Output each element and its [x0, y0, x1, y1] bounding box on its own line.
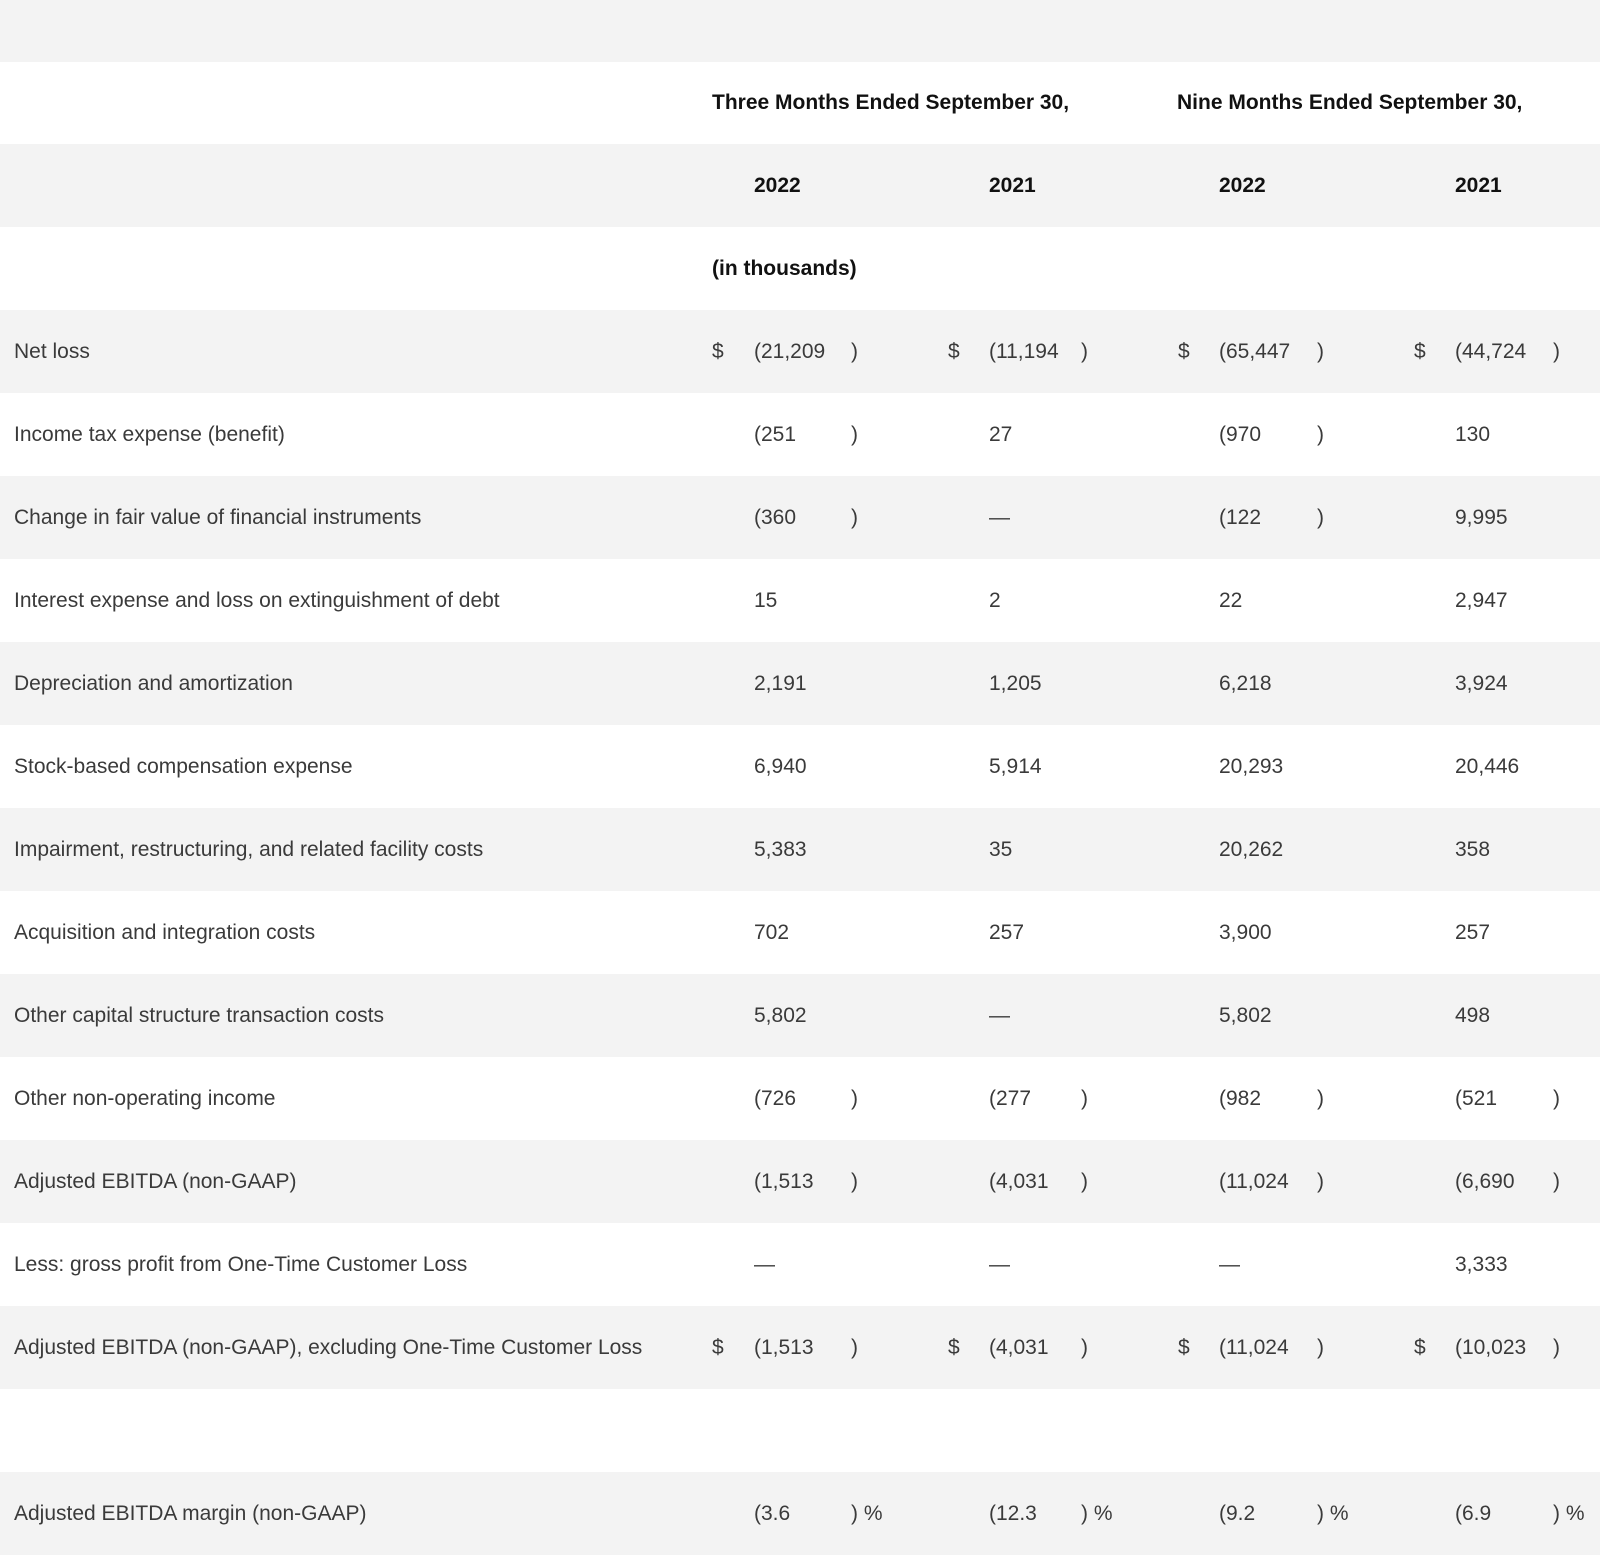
closing-paren: )	[1081, 1169, 1088, 1193]
cell-value: (726	[754, 1086, 797, 1110]
cell-value: (21,209	[754, 339, 826, 363]
row-label: Change in fair value of financial instruments	[14, 505, 422, 529]
table-row	[0, 974, 1600, 1057]
cell-value: (65,447	[1219, 339, 1291, 363]
currency-symbol: $	[712, 1335, 724, 1359]
closing-paren: )	[851, 1335, 858, 1359]
cell-value: 6,218	[1219, 671, 1272, 695]
cell-value: 3,333	[1455, 1252, 1508, 1276]
row-label: Income tax expense (benefit)	[14, 422, 285, 446]
closing-paren: )	[851, 1086, 858, 1110]
table-row	[0, 476, 1600, 559]
cell-value: (11,024	[1219, 1335, 1289, 1359]
row-label: Acquisition and integration costs	[14, 920, 316, 944]
cell-value: 15	[754, 588, 778, 612]
cell-value: (10,023	[1455, 1335, 1527, 1359]
table-row	[0, 393, 1600, 476]
table-row	[0, 1306, 1600, 1389]
currency-symbol: $	[1178, 1335, 1190, 1359]
closing-paren: )	[1317, 1335, 1324, 1359]
cell-value: 5,914	[989, 754, 1042, 778]
cell-value: 5,802	[1219, 1003, 1272, 1027]
header-nine-months: Nine Months Ended September 30,	[1177, 91, 1523, 114]
closing-paren: )	[1317, 505, 1324, 529]
units-label: (in thousands)	[712, 256, 857, 280]
cell-value: 35	[989, 837, 1013, 861]
table-row	[0, 891, 1600, 974]
closing-paren: )	[1553, 1169, 1560, 1193]
cell-value: —	[1219, 1252, 1240, 1276]
cell-value: (4,031	[989, 1169, 1049, 1193]
currency-symbol: $	[1178, 339, 1190, 363]
row-label: Other capital structure transaction costs	[14, 1003, 384, 1027]
table-row	[0, 310, 1600, 393]
cell-value: (6.9	[1455, 1501, 1492, 1525]
cell-value: 130	[1455, 422, 1491, 446]
table-row	[0, 1472, 1600, 1555]
period-header-row	[0, 62, 1600, 144]
cell-value: 2	[989, 588, 1001, 612]
closing-paren: )	[1553, 339, 1560, 363]
cell-value: 257	[989, 920, 1025, 944]
closing-paren: )	[851, 339, 858, 363]
cell-value: (521	[1455, 1086, 1498, 1110]
closing-paren: )	[1553, 1335, 1560, 1359]
row-label: Adjusted EBITDA (non-GAAP), excluding One-Time Customer Loss	[14, 1335, 643, 1359]
currency-symbol: $	[1414, 1335, 1426, 1359]
table-row	[0, 1389, 1600, 1472]
cell-value: (982	[1219, 1086, 1262, 1110]
cell-value: (122	[1219, 505, 1262, 529]
cell-value: 5,383	[754, 837, 807, 861]
row-label: Interest expense and loss on extinguishment of debt	[14, 588, 500, 612]
currency-symbol: $	[1414, 339, 1426, 363]
cell-value: (9.2	[1219, 1501, 1256, 1525]
row-label: Other non-operating income	[14, 1086, 276, 1110]
row-label: Net loss	[14, 339, 90, 363]
cell-value: (1,513	[754, 1169, 814, 1193]
cell-value: (251	[754, 422, 797, 446]
cell-value: 27	[989, 422, 1013, 446]
closing-paren: ) %	[851, 1501, 883, 1525]
currency-symbol: $	[712, 339, 724, 363]
cell-value: 257	[1455, 920, 1491, 944]
table-row	[0, 1140, 1600, 1223]
cell-value: —	[989, 1252, 1010, 1276]
row-label: Adjusted EBITDA margin (non-GAAP)	[14, 1501, 367, 1525]
cell-value: (4,031	[989, 1335, 1049, 1359]
cell-value: (970	[1219, 422, 1262, 446]
closing-paren: )	[1317, 1169, 1324, 1193]
cell-value: 9,995	[1455, 505, 1508, 529]
year-header: 2021	[1455, 173, 1502, 197]
closing-paren: )	[1317, 1086, 1324, 1110]
cell-value: 3,900	[1219, 920, 1272, 944]
table-row	[0, 559, 1600, 642]
header-three-months: Three Months Ended September 30,	[712, 91, 1070, 114]
year-header: 2021	[989, 173, 1036, 197]
cell-value: 1,205	[989, 671, 1042, 695]
table-top-band	[0, 0, 1600, 62]
closing-paren: )	[851, 422, 858, 446]
closing-paren: )	[1081, 339, 1088, 363]
year-header-row	[0, 144, 1600, 227]
closing-paren: )	[851, 1169, 858, 1193]
closing-paren: )	[1553, 1086, 1560, 1110]
cell-value: 20,293	[1219, 754, 1284, 778]
closing-paren: )	[1081, 1335, 1088, 1359]
cell-value: 498	[1455, 1003, 1491, 1027]
row-label: Depreciation and amortization	[14, 671, 293, 695]
cell-value: (360	[754, 505, 797, 529]
table-row	[0, 725, 1600, 808]
table-row	[0, 642, 1600, 725]
cell-value: (11,194	[989, 339, 1059, 363]
cell-value: 702	[754, 920, 790, 944]
year-header: 2022	[754, 173, 801, 197]
closing-paren: )	[1081, 1086, 1088, 1110]
cell-value: —	[754, 1252, 775, 1276]
row-label: Stock-based compensation expense	[14, 754, 353, 778]
cell-value: 3,924	[1455, 671, 1508, 695]
closing-paren: )	[1317, 422, 1324, 446]
closing-paren: ) %	[1317, 1501, 1349, 1525]
cell-value: (1,513	[754, 1335, 814, 1359]
table-row	[0, 808, 1600, 891]
units-row	[0, 227, 1600, 310]
cell-value: 2,191	[754, 671, 807, 695]
table-row	[0, 1057, 1600, 1140]
closing-paren: )	[851, 505, 858, 529]
year-header: 2022	[1219, 173, 1266, 197]
cell-value: (3.6	[754, 1501, 791, 1525]
closing-paren: ) %	[1553, 1501, 1585, 1525]
currency-symbol: $	[948, 339, 960, 363]
cell-value: 358	[1455, 837, 1491, 861]
cell-value: (44,724	[1455, 339, 1527, 363]
cell-value: 20,446	[1455, 754, 1520, 778]
cell-value: 20,262	[1219, 837, 1284, 861]
cell-value: 6,940	[754, 754, 807, 778]
cell-value: 5,802	[754, 1003, 807, 1027]
row-label: Impairment, restructuring, and related facility costs	[14, 837, 484, 861]
closing-paren: )	[1317, 339, 1324, 363]
row-label: Less: gross profit from One-Time Customer Loss	[14, 1252, 468, 1276]
cell-value: —	[989, 505, 1010, 529]
currency-symbol: $	[948, 1335, 960, 1359]
cell-value: 22	[1219, 588, 1243, 612]
row-label: Adjusted EBITDA (non-GAAP)	[14, 1169, 297, 1193]
closing-paren: ) %	[1081, 1501, 1113, 1525]
cell-value: (11,024	[1219, 1169, 1289, 1193]
cell-value: 2,947	[1455, 588, 1508, 612]
table-row	[0, 1223, 1600, 1306]
cell-value: (12.3	[989, 1501, 1037, 1525]
cell-value: (277	[989, 1086, 1032, 1110]
cell-value: (6,690	[1455, 1169, 1515, 1193]
cell-value: —	[989, 1003, 1010, 1027]
